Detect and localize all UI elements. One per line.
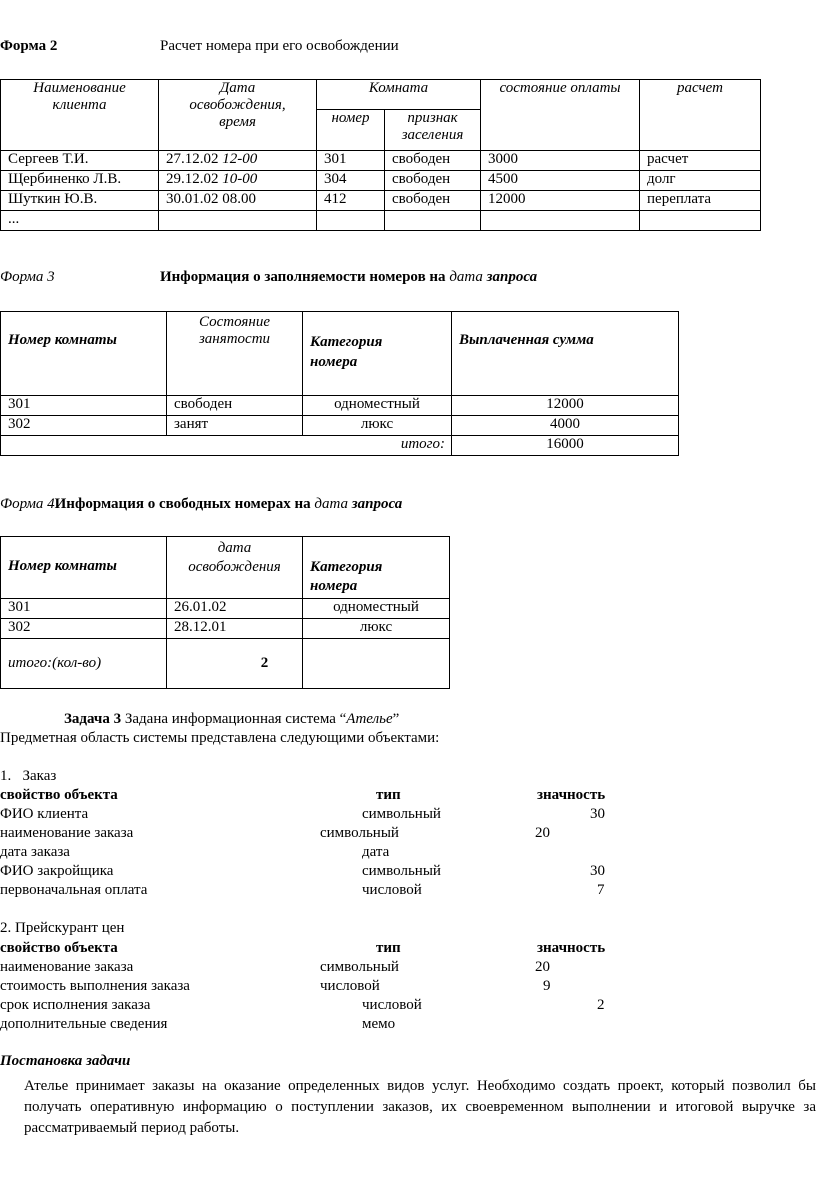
cell-date: 29.12.02 10-00	[159, 171, 317, 191]
form3-label: Форма 3	[0, 269, 55, 285]
obj2-row-type: символьный	[320, 959, 399, 975]
form2-header-sign: признак заселения	[385, 110, 481, 151]
form4-table	[0, 536, 450, 689]
cell-room: 301	[1, 599, 167, 619]
obj1-row-type: дата	[362, 844, 390, 860]
cell-client: Шуткин Ю.В.	[1, 191, 159, 211]
form2-header-client: Наименование клиента	[1, 80, 159, 151]
table-row-total	[1, 639, 450, 689]
cell-payment	[481, 211, 640, 231]
cell-category: одноместный	[303, 599, 450, 619]
cell-room: 302	[1, 416, 167, 436]
obj1-row-prop: ФИО клиента	[0, 806, 89, 822]
cell-paid: 12000	[452, 396, 679, 416]
form2-header-room: Комната	[317, 80, 481, 110]
obj2-row-type: числовой	[320, 978, 380, 994]
cell-calc: переплата	[640, 191, 761, 211]
cell-category: люкс	[303, 416, 452, 436]
cell-state: занят	[167, 416, 303, 436]
form2-header-number: номер	[317, 110, 385, 151]
form2-table	[0, 79, 761, 231]
form4-total-label: итого:(кол-во)	[1, 639, 167, 689]
obj2-row-size: 2	[597, 997, 605, 1013]
cell-sign	[385, 211, 481, 231]
form2-header-date: Дата освобождения, время	[159, 80, 317, 151]
obj1-row-prop: первоначальная оплата	[0, 882, 148, 898]
obj2-row-size: 9	[543, 978, 551, 994]
obj1-row-prop: дата заказа	[0, 844, 70, 860]
table-row	[1, 151, 761, 171]
obj1-row-prop: наименование заказа	[0, 825, 134, 841]
table-row	[1, 416, 679, 436]
obj2-col-type: тип	[376, 940, 401, 956]
statement-text: Ателье принимает заказы на оказание определенных видов услуг. Необходимо создать проект, который позволил бы получать оперативную информацию о поступлении заказов, их своевременном выполнении и итоговой выручке за рассматриваемый период работы.	[24, 1078, 816, 1136]
table-row	[1, 599, 450, 619]
form2-header-calc: расчет	[640, 80, 761, 151]
obj2-row-size: 20	[535, 959, 550, 975]
obj2-row-prop: срок исполнения заказа	[0, 997, 151, 1013]
form4-header-date: дата освобождения	[167, 537, 303, 599]
obj2-title: 2. Прейскурант цен	[0, 920, 125, 936]
cell-client: Щербиненко Л.В.	[1, 171, 159, 191]
table-row	[1, 396, 679, 416]
table-row	[1, 619, 450, 639]
obj1-row-size: 7	[597, 882, 605, 898]
cell-paid: 4000	[452, 416, 679, 436]
task3-intro: Предметная область системы представлена следующими объектами:	[0, 730, 440, 746]
cell-calc: долг	[640, 171, 761, 191]
obj2-row-prop: наименование заказа	[0, 959, 134, 975]
cell-date	[159, 211, 317, 231]
cell-sign: свободен	[385, 151, 481, 171]
obj1-row-type: символьный	[362, 863, 441, 879]
form4-header-category: Категория номера	[303, 537, 450, 599]
cell-date: 30.01.02 08.00	[159, 191, 317, 211]
obj1-row-type: числовой	[362, 882, 422, 898]
cell-number: 412	[317, 191, 385, 211]
cell-room: 301	[1, 396, 167, 416]
obj1-row-type: символьный	[362, 806, 441, 822]
cell-calc	[640, 211, 761, 231]
obj1-row-type: символьный	[320, 825, 399, 841]
form4-total-empty	[303, 639, 450, 689]
table-row	[1, 171, 761, 191]
form4-header-room: Номер комнаты	[1, 537, 167, 599]
form3-header-paid: Выплаченная сумма	[452, 312, 679, 396]
obj1-row-size: 30	[590, 806, 605, 822]
form2-title: Расчет номера при его освобождении	[160, 38, 399, 54]
obj2-row-prop: стоимость выполнения заказа	[0, 978, 190, 994]
statement-title: Постановка задачи	[0, 1053, 131, 1069]
obj1-col-size: значность	[537, 787, 606, 803]
obj1-row-prop: ФИО закройщика	[0, 863, 114, 879]
obj1-col-prop: свойство объекта	[0, 787, 118, 803]
cell-client: ...	[1, 211, 159, 231]
cell-payment: 4500	[481, 171, 640, 191]
cell-sign: свободен	[385, 191, 481, 211]
form2-header-payment: состояние оплаты	[481, 80, 640, 151]
table-row	[1, 211, 761, 231]
table-row	[1, 191, 761, 211]
cell-category: люкс	[303, 619, 450, 639]
form3-header-category: Категория номера	[303, 312, 452, 396]
cell-payment: 3000	[481, 151, 640, 171]
task3-heading: Задача 3 Задана информационная система “Ателье”	[64, 711, 400, 727]
cell-state: свободен	[167, 396, 303, 416]
obj2-row-type: мемо	[362, 1016, 396, 1032]
cell-sign: свободен	[385, 171, 481, 191]
obj2-row-type: числовой	[362, 997, 422, 1013]
form3-total-label: итого:	[1, 436, 452, 456]
cell-date: 28.12.01	[167, 619, 303, 639]
cell-category: одноместный	[303, 396, 452, 416]
form3-title: Информация о заполняемости номеров на дата запроса	[160, 269, 538, 285]
obj1-title: 1. Заказ	[0, 768, 57, 784]
cell-payment: 12000	[481, 191, 640, 211]
cell-calc: расчет	[640, 151, 761, 171]
cell-number: 304	[317, 171, 385, 191]
obj2-row-prop: дополнительные сведения	[0, 1016, 168, 1032]
cell-number: 301	[317, 151, 385, 171]
obj2-col-prop: свойство объекта	[0, 940, 118, 956]
cell-room: 302	[1, 619, 167, 639]
obj1-row-size: 20	[535, 825, 550, 841]
form3-table	[0, 311, 679, 456]
form3-header-state: Состояние занятости	[167, 312, 303, 396]
cell-number	[317, 211, 385, 231]
cell-date: 26.01.02	[167, 599, 303, 619]
cell-client: Сергеев Т.И.	[1, 151, 159, 171]
table-row-total	[1, 436, 679, 456]
form4-label: Форма 4	[0, 496, 55, 512]
form4-title: Форма 4Информация о свободных номерах на дата запроса	[0, 496, 403, 512]
obj2-col-size: значность	[537, 940, 606, 956]
form2-label: Форма 2	[0, 38, 58, 54]
form3-header-room: Номер комнаты	[1, 312, 167, 396]
form4-total-value: 2	[167, 639, 303, 689]
obj1-row-size: 30	[590, 863, 605, 879]
form3-total-value: 16000	[452, 436, 679, 456]
obj1-col-type: тип	[376, 787, 401, 803]
cell-date: 27.12.02 12-00	[159, 151, 317, 171]
